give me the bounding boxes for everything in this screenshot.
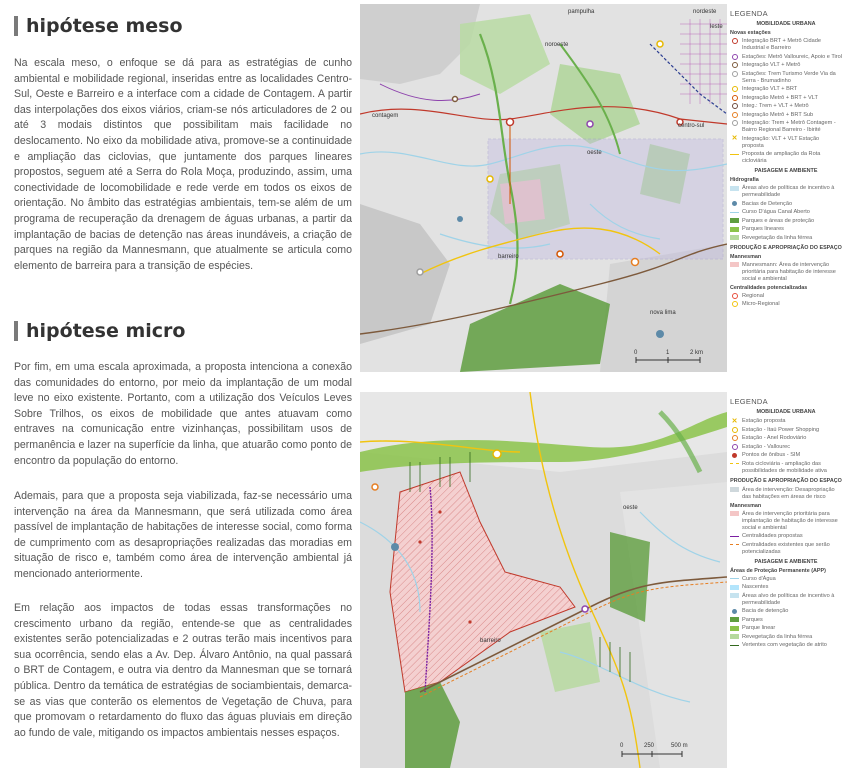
legend-item-label: Áreas alvo de políticas de incentivo à permeabilidade <box>742 185 835 198</box>
meso-legend <box>730 10 842 370</box>
legend-swatch-icon <box>730 584 739 590</box>
meso-legend-title: LEGENDA <box>730 9 768 18</box>
legend-item-label: Revegetação da linha férrea <box>742 234 813 241</box>
scale-zero: 0 <box>634 350 638 356</box>
legend-item-label: Integração Metrô + BRT Sub <box>742 111 814 118</box>
legend-item <box>730 418 842 425</box>
label-oeste: oeste <box>623 505 638 511</box>
legend-item <box>730 584 842 591</box>
legend-swatch-icon <box>730 235 739 241</box>
legend-swatch-icon <box>730 103 739 109</box>
legend-item-label: Revegetação da linha férrea <box>742 633 813 640</box>
legend-item <box>730 642 842 649</box>
micro-legend <box>730 398 842 768</box>
legend-swatch-icon <box>730 452 739 458</box>
legend-item <box>730 120 842 134</box>
legend-swatch-icon <box>730 461 739 467</box>
legend-item <box>730 38 842 52</box>
label-pampulha: pampulha <box>568 9 595 15</box>
legend-item <box>730 625 842 632</box>
legend-section-title: MOBILIDADE URBANA <box>756 21 816 27</box>
legend-swatch-icon <box>730 218 739 224</box>
scale-two: 2 km <box>690 350 704 356</box>
legend-item-label: Parque linear <box>742 625 776 631</box>
meso-heading-text: hipótese meso <box>26 15 183 37</box>
legend-item <box>730 301 842 308</box>
legend-item-label: Parques <box>742 616 763 623</box>
legend-item <box>730 533 842 540</box>
scale-zero: 0 <box>620 743 624 749</box>
legend-item <box>730 95 842 102</box>
heading-bar <box>14 321 18 341</box>
legend-item <box>730 293 842 300</box>
legend-item-label: Mannesmann: Área de intervenção prioritária para habitação de interesse social e ambiental <box>742 261 836 282</box>
legend-item-label: Micro-Regional <box>742 301 780 307</box>
legend-item <box>730 427 842 434</box>
legend-item-label: Estação - Itaú Power Shopping <box>742 426 820 433</box>
legend-item <box>730 218 842 225</box>
scale-one: 1 <box>666 350 670 356</box>
legend-swatch-icon <box>730 593 739 599</box>
label-nova-lima: nova lima <box>650 310 676 316</box>
legend-item-label: Centralidades existentes que serão potencializadas <box>742 541 830 555</box>
micro-paragraph-2: Ademais, para que a proposta seja viabilizada, faz-se necessário uma intervenção na área da Mannesmann, que será utilizada como área passível de implantação de habitações de interesse social, como forma de cumprimento com as desapropriações realizadas das moradias em situação de risco e, também como área de intervenção ambiental já mencionado anteriormente. <box>14 490 352 580</box>
legend-swatch-icon <box>730 608 739 614</box>
legend-item-label: Integração BRT + Metrô Cidade Industrial e Barreiro <box>742 38 821 51</box>
legend-item <box>730 593 842 607</box>
legend-item-label: Estações: Metrô Valloureic, Apoio e Tirol <box>742 53 843 60</box>
label-nordeste: nordeste <box>693 9 717 15</box>
legend-section-title: PAISAGEM E AMBIENTE <box>754 168 818 174</box>
legend-swatch-icon <box>730 617 739 623</box>
legend-subsection-title: Mannesman <box>730 253 762 260</box>
scale-mid: 250 <box>644 743 655 749</box>
legend-item-label: Estação - Vallourec <box>742 443 791 450</box>
legend-swatch-icon <box>730 511 739 517</box>
legend-item <box>730 576 842 583</box>
legend-swatch-icon <box>730 262 739 268</box>
legend-item <box>730 435 842 442</box>
legend-subsection-title: Centralidades potencializadas <box>730 284 808 291</box>
legend-swatch-icon <box>730 487 739 493</box>
legend-item-label: Parques lineares <box>742 226 784 232</box>
legend-item <box>730 262 842 283</box>
legend-item <box>730 112 842 119</box>
legend-item <box>730 185 842 199</box>
legend-swatch-icon: ✕ <box>731 417 738 425</box>
micro-map <box>360 392 727 768</box>
legend-swatch-icon <box>730 293 739 299</box>
legend-item <box>730 62 842 69</box>
legend-swatch-icon <box>730 38 739 44</box>
legend-item <box>730 461 842 475</box>
legend-swatch-icon <box>730 427 739 433</box>
legend-subsection-title: Hidrografia <box>730 177 759 183</box>
legend-item <box>730 542 842 556</box>
label-leste: leste <box>710 24 723 30</box>
legend-item-label: Proposta de ampliação da Rota cicloviária <box>742 151 821 164</box>
scale-end: 500 m <box>671 743 688 749</box>
legend-item-label: Integração: VLT + VLT Estação proposta <box>742 135 820 149</box>
legend-item-label: Estações: Trem Turismo Verde Via da Serra - Brumadinho <box>742 70 836 84</box>
legend-item <box>730 103 842 110</box>
legend-section-title: MOBILIDADE URBANA <box>756 409 816 415</box>
legend-swatch-icon <box>730 625 739 631</box>
legend-item-label: Integração VLT + Metrô <box>742 62 801 68</box>
legend-swatch-icon <box>730 444 739 450</box>
legend-item <box>730 151 842 165</box>
legend-swatch-icon <box>730 151 739 157</box>
legend-item-label: Parques e áreas de proteção <box>742 217 815 224</box>
label-centro-sul: centro-sul <box>678 123 705 129</box>
legend-swatch-icon <box>730 642 739 648</box>
legend-swatch-icon <box>730 95 739 101</box>
legend-item-label: Curso D'água Canal Aberto <box>742 209 810 215</box>
legend-item-label: Integração Metrô + BRT + VLT <box>742 94 818 101</box>
micro-paragraph-1: Por fim, em uma escala aproximada, a proposta intenciona a conexão das comunidades do entorno, por meio da implantação de um modal leve no eixo existente. Portanto, com a utilização dos Veículos Leves Sobre Trilhos, os eixos de mobilidade que antes atuavam como entraves na comunicação entre vizinhanças, possibilitam usos de permanência e lazer na superfície da linha, que atuarão como ponto de encontro da população do entorno. <box>14 361 352 467</box>
legend-item-label: Área de intervenção: Desapropriação das habitações em áreas de risco <box>742 486 835 500</box>
legend-swatch-icon <box>730 634 739 640</box>
legend-item <box>730 608 842 615</box>
legend-item-label: Bacia de detenção <box>742 608 789 614</box>
legend-item <box>730 71 842 85</box>
legend-item-label: Áreas alvo de políticas de incentivo à permeabilidade <box>742 592 835 606</box>
legend-subsection-title: Áreas de Proteção Permanente (APP) <box>730 567 826 574</box>
legend-item <box>730 235 842 242</box>
legend-item <box>730 452 842 459</box>
legend-swatch-icon <box>730 112 739 118</box>
legend-section-title: PRODUÇÃO E APROPRIAÇÃO DO ESPAÇO <box>730 477 842 484</box>
legend-item <box>730 86 842 93</box>
heading-bar <box>14 16 18 36</box>
legend-item-label: Centralidades propostas <box>742 533 803 539</box>
legend-item <box>730 617 842 624</box>
legend-item <box>730 444 842 451</box>
label-barreiro: barreiro <box>480 638 501 644</box>
micro-legend-title: LEGENDA <box>730 397 768 406</box>
legend-item <box>730 201 842 208</box>
legend-item-label: Rota cicloviária - ampliação das possibilidades de mobilidade ativa <box>742 460 827 474</box>
legend-item-label: Pontos de ônibus - SIM <box>742 452 801 458</box>
legend-swatch-icon <box>730 86 739 92</box>
legend-item <box>730 511 842 532</box>
legend-swatch-icon <box>730 62 739 68</box>
legend-swatch-icon <box>730 54 739 60</box>
legend-subsection-title: Mannesman <box>730 502 762 509</box>
legend-item <box>730 209 842 216</box>
legend-item-label: Estação - Anel Rodoviário <box>742 435 807 441</box>
meso-heading <box>14 15 183 37</box>
legend-swatch-icon <box>730 576 739 582</box>
micro-heading <box>14 320 185 342</box>
legend-item <box>730 487 842 501</box>
legend-item-label: Integ.: Trem + VLT + Metrô <box>742 103 809 109</box>
legend-item <box>730 634 842 641</box>
legend-swatch-icon <box>730 201 739 207</box>
legend-item-label: Vertentes com vegetação de atrito <box>742 642 827 648</box>
legend-item-label: Regional <box>742 292 765 299</box>
legend-item-label: Integração: Trem + Metrô Contagem - Bairro Regional Barreiro - Ibirité <box>742 120 836 133</box>
label-noroeste: noroeste <box>545 42 569 48</box>
legend-section-title: PAISAGEM E AMBIENTE <box>754 558 818 565</box>
legend-subsection-title: Novas estações <box>730 30 771 36</box>
legend-item <box>730 54 842 61</box>
legend-item-label: Nascentes <box>742 584 769 590</box>
legend-swatch-icon <box>730 120 739 126</box>
legend-swatch-icon <box>730 542 739 548</box>
legend-swatch-icon: ✕ <box>731 135 738 142</box>
legend-section-title: PRODUÇÃO E APROPRIAÇÃO DO ESPAÇO <box>730 244 842 251</box>
legend-item-label: Área de intervenção prioritária para implantação de habitação de interesse social e ambiental <box>742 510 838 531</box>
meso-paragraph: Na escala meso, o enfoque se dá para as estratégias de cunho ambiental e mobilidade regional, inseridas entre as localidades Centro-Sul, Oeste e Barreiro e a interface com a cidade de Contagem. A partir das interpolações dos eixos viários, criam-se nós articuladores de 2 ou até 3 modais distintos que possibilitam mais facilidade no deslocamento. No eixo da mobilidade ativa, promove-se a continuidade e ampliação das ciclovias, que juntamente dos parques lineares propostos, seguem até a Serra do Rola Moça, produzindo, assim, uma conectividade de locomobilidade e rede verde em todos os eixos de orientação. No âmbito das estratégias ambientais, tem-se além de um programa de recuperação da drenagem de águas urbanas, a partir da implantação de bacias de detenção nas áreas inundáveis, a criação de parques na região da Mannesmann, que atualmente se articula como elemento de barreira para a transição de espécies. <box>14 57 352 272</box>
legend-item-label: Bacias de Detenção <box>742 200 793 207</box>
legend-item <box>730 136 842 150</box>
legend-swatch-icon <box>730 71 739 77</box>
micro-heading-text: hipótese micro <box>26 320 186 342</box>
legend-item-label: Estação proposta <box>742 418 786 424</box>
legend-swatch-icon <box>730 435 739 441</box>
micro-paragraph-3: Em relação aos impactos de todas essas transformações no crescimento urbano da região, entende-se que as centralidades existentes serão potencializadas e 2 outras terão mais incentivos para sua ocorrência, sendo elas a Av. Dep. Álvaro Antônio, na qual passará o BRT de Contagem, e outra via dentro da Mannesman que se tornará pública. Dentro da temática de estratégias de sociambientais, demarca-se as vias que conterão os elementos de Vegetação de Chuva, para que promovam o retardamento do fluxo das águas pluviais em direção ao fundo de vale, mitigando os impactos ambientais nesses espaços. <box>14 602 352 739</box>
micro-map-canvas <box>360 392 727 768</box>
meso-map <box>360 4 727 372</box>
legend-item-label: Integração VLT + BRT <box>742 86 798 92</box>
legend-item <box>730 226 842 233</box>
label-contagem: contagem <box>372 113 399 119</box>
legend-swatch-icon <box>730 185 739 191</box>
legend-swatch-icon <box>730 209 739 215</box>
meso-map-canvas <box>360 4 727 372</box>
label-barreiro: barreiro <box>498 254 519 260</box>
legend-swatch-icon <box>730 301 739 307</box>
legend-swatch-icon <box>730 226 739 232</box>
legend-item-label: Curso d'Água <box>742 575 776 582</box>
legend-swatch-icon <box>730 533 739 539</box>
label-oeste: oeste <box>587 150 602 156</box>
